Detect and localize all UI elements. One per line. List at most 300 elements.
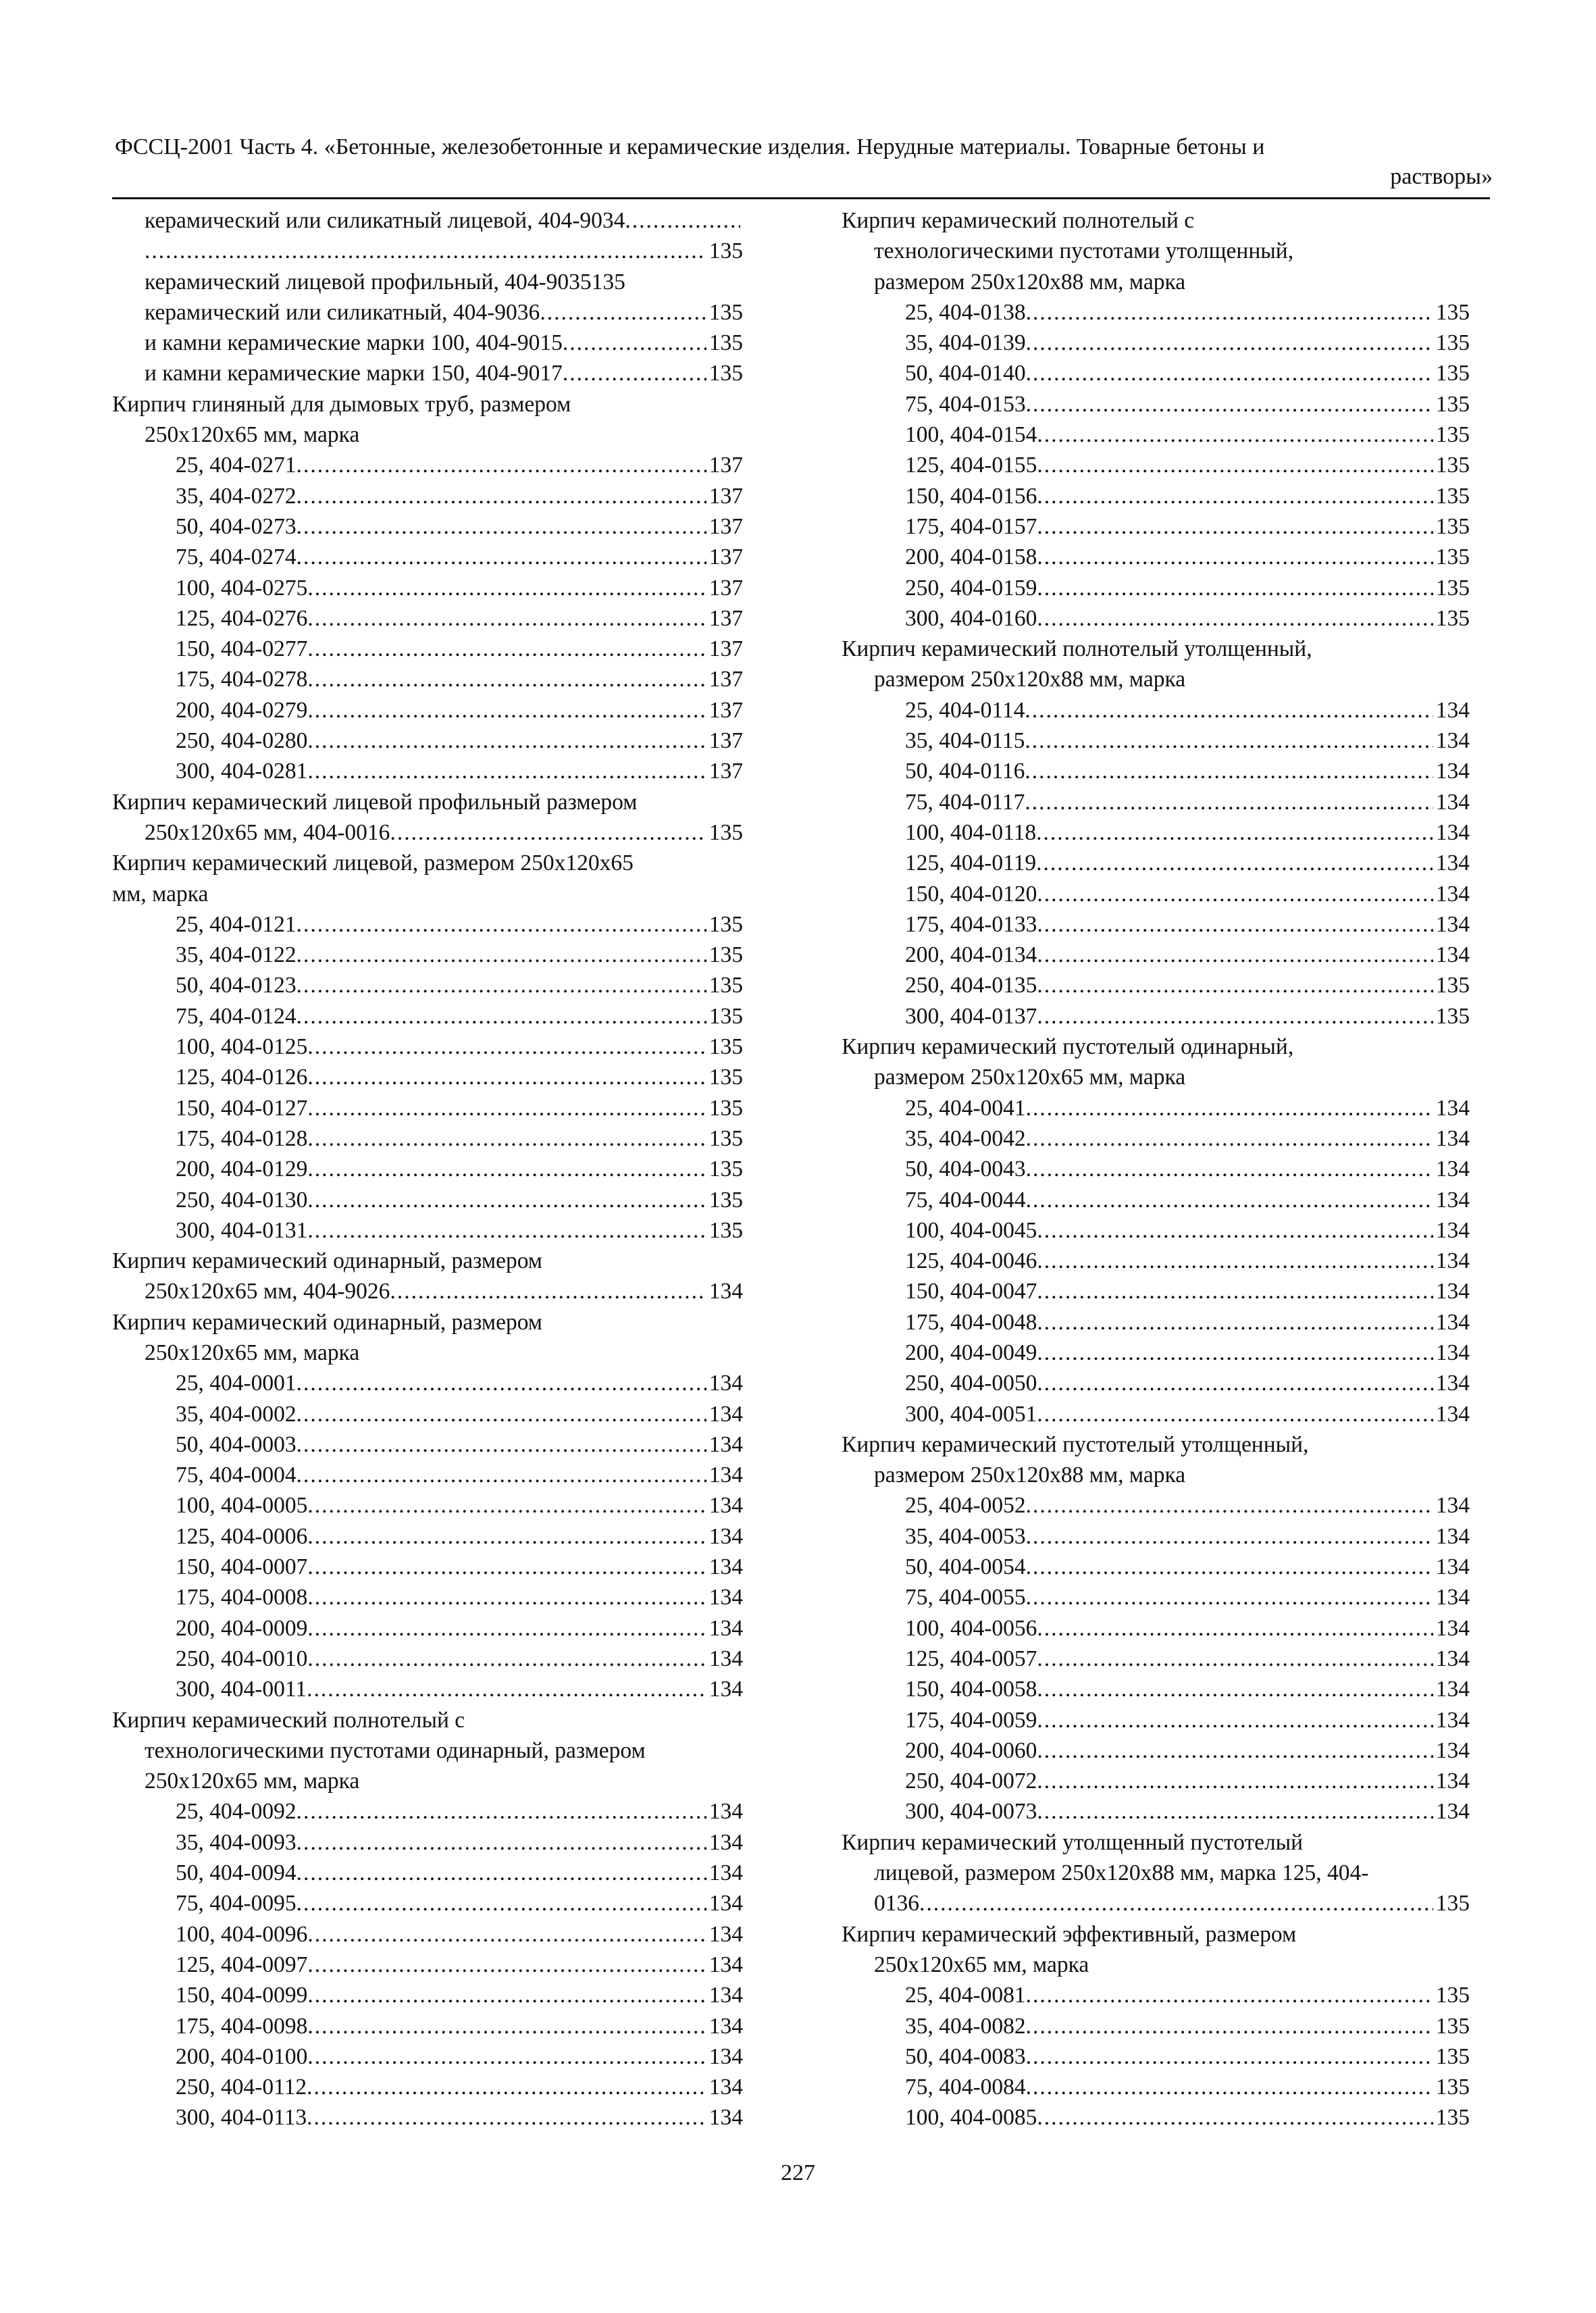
entry-page-ref: 134 xyxy=(1435,1493,1470,1519)
index-entry-heading xyxy=(842,1429,1470,1460)
index-entry-heading xyxy=(842,634,1470,664)
entry-page-ref: 137 xyxy=(709,728,743,754)
entry-page-ref: 134 xyxy=(1435,1554,1470,1580)
entry-label: 125, 404-0046 xyxy=(905,1248,1037,1274)
entry-page-ref: 134 xyxy=(1435,1217,1470,1243)
entry-heading-text: Кирпич керамический полнотелый утолщенный, xyxy=(842,636,1312,662)
index-entry-item xyxy=(842,1276,1470,1306)
header-line-1: ФССЦ-2001 Часть 4. «Бетонные, железобетонные и керамические изделия. Нерудные материалы. Товарные бетоны и xyxy=(115,134,1265,159)
index-entry-item xyxy=(112,756,743,786)
dot-leader xyxy=(297,1368,706,1398)
dot-leader xyxy=(307,1215,706,1246)
dot-leader xyxy=(307,1674,706,1704)
index-entry-item xyxy=(842,2102,1470,2133)
entry-page-ref: 137 xyxy=(709,667,743,692)
dot-leader xyxy=(307,756,706,786)
dot-leader xyxy=(1025,756,1433,786)
dot-leader xyxy=(297,1888,706,1918)
entry-page-ref: 135 xyxy=(1435,299,1470,325)
dot-leader xyxy=(1026,2041,1433,2072)
entry-label: 50, 404-0140 xyxy=(905,361,1026,386)
entry-label: 35, 404-0053 xyxy=(905,1523,1026,1549)
index-entry-heading xyxy=(112,1246,743,1276)
index-entry-continuation xyxy=(112,1766,743,1796)
dot-leader xyxy=(297,450,706,480)
entry-page-ref: 134 xyxy=(1435,1187,1470,1213)
entry-page-ref: 135 xyxy=(1435,391,1470,417)
index-entry-item xyxy=(112,1980,743,2010)
entry-page-ref: 134 xyxy=(709,2043,743,2069)
dot-leader xyxy=(297,511,706,542)
dot-leader xyxy=(1026,297,1433,328)
dot-leader xyxy=(1026,1123,1433,1154)
index-entry-continuation xyxy=(112,879,743,909)
entry-label: 75, 404-0274 xyxy=(176,544,297,570)
dot-leader xyxy=(297,1399,706,1429)
dot-leader xyxy=(307,1552,706,1582)
entry-page-ref: 134 xyxy=(709,1860,743,1886)
index-entry-item xyxy=(112,1001,743,1032)
index-entry-item xyxy=(842,726,1470,756)
entry-label: 75, 404-0084 xyxy=(905,2075,1026,2100)
entry-page-ref: 137 xyxy=(709,453,743,478)
index-entry-item xyxy=(842,1521,1470,1552)
dot-leader xyxy=(563,358,706,388)
entry-label: и камни керамические марки 150, 404-9017 xyxy=(145,361,563,386)
entry-heading-text: Кирпич керамический полнотелый с xyxy=(842,208,1195,233)
entry-page-ref: 134 xyxy=(1435,942,1470,968)
index-entry-item xyxy=(112,634,743,664)
dot-leader xyxy=(307,2102,706,2133)
index-entry-item xyxy=(112,1674,743,1704)
entry-label: 300, 404-0073 xyxy=(905,1799,1037,1825)
index-entry-item xyxy=(112,542,743,572)
dot-leader xyxy=(307,1919,706,1950)
dot-leader xyxy=(1037,420,1433,450)
entry-page-ref: 137 xyxy=(709,544,743,570)
index-entry-item xyxy=(842,1215,1470,1246)
entry-heading-text: Кирпич глиняный для дымовых труб, размером xyxy=(112,391,571,417)
entry-page-ref: 134 xyxy=(1435,1156,1470,1182)
entry-label: 300, 404-0051 xyxy=(905,1401,1037,1427)
index-entry-item xyxy=(842,481,1470,511)
entry-label: 175, 404-0133 xyxy=(905,911,1037,937)
index-entry-item xyxy=(112,1490,743,1521)
index-entry-item xyxy=(112,1032,743,1062)
entry-page-ref: 137 xyxy=(709,575,743,601)
entry-continuation-text: технологическими пустотами одинарный, размером xyxy=(145,1737,646,1763)
dot-leader xyxy=(297,481,706,511)
dot-leader xyxy=(1037,1796,1433,1827)
entry-page-ref: 134 xyxy=(709,1829,743,1855)
entry-label: 50, 404-0083 xyxy=(905,2043,1026,2069)
dot-leader xyxy=(1037,2102,1433,2133)
entry-label: 150, 404-0099 xyxy=(176,1983,308,2008)
index-entry-item xyxy=(112,1429,743,1460)
entry-page-ref: 134 xyxy=(1435,1309,1470,1335)
index-entry-item xyxy=(112,1827,743,1858)
index-entry-item xyxy=(842,1154,1470,1184)
dot-leader xyxy=(1037,1246,1433,1276)
index-entry-item xyxy=(842,1796,1470,1827)
entry-label: 175, 404-0059 xyxy=(905,1707,1037,1733)
entry-page-ref: 134 xyxy=(1435,1677,1470,1702)
dot-leader xyxy=(307,1521,706,1552)
entry-label: 50, 404-0003 xyxy=(176,1431,297,1457)
entry-label: 100, 404-0118 xyxy=(905,819,1037,845)
entry-label: 200, 404-0060 xyxy=(905,1737,1037,1763)
index-entry-heading xyxy=(842,1919,1470,1950)
dot-leader xyxy=(297,1827,706,1858)
entry-page-ref: 134 xyxy=(709,1523,743,1549)
index-entry-item xyxy=(112,2041,743,2072)
dot-leader xyxy=(390,1276,706,1306)
index-entry-item xyxy=(112,940,743,970)
entry-label: 250, 404-0280 xyxy=(176,728,308,754)
entry-continuation-text: размером 250x120x88 мм, марка xyxy=(874,667,1186,692)
entry-page-ref: 134 xyxy=(1435,789,1470,815)
index-entry-item xyxy=(842,2041,1470,2072)
entry-label: 100, 404-0045 xyxy=(905,1217,1037,1243)
entry-continuation-text: 250x120x65 мм, марка xyxy=(145,1340,360,1365)
dot-leader xyxy=(145,236,706,266)
index-entry-item xyxy=(842,1613,1470,1644)
entry-label: 0136 xyxy=(874,1891,919,1916)
entry-label: 25, 404-0271 xyxy=(176,453,297,478)
dot-leader xyxy=(297,1858,706,1888)
entry-label: 25, 404-0114 xyxy=(905,697,1025,723)
index-entry-heading xyxy=(112,787,743,817)
entry-continuation-text: размером 250x120x88 мм, марка xyxy=(874,269,1186,295)
entry-label: 35, 404-0093 xyxy=(176,1829,297,1855)
dot-leader xyxy=(1026,1582,1433,1612)
index-entry-item xyxy=(842,420,1470,450)
index-entry-item xyxy=(112,1368,743,1398)
entry-page-ref: 134 xyxy=(1435,1401,1470,1427)
index-entry-item xyxy=(112,1888,743,1918)
index-column-left xyxy=(112,205,743,2133)
entry-page-ref: 134 xyxy=(709,1463,743,1488)
entry-page-ref: 135 xyxy=(1435,1003,1470,1029)
dot-leader xyxy=(307,2072,706,2102)
entry-page-ref: 137 xyxy=(709,759,743,784)
index-entry-item xyxy=(112,1521,743,1552)
entry-label: 75, 404-0124 xyxy=(176,1003,297,1029)
index-entry-item xyxy=(842,389,1470,420)
index-entry-item xyxy=(112,1644,743,1674)
dot-leader xyxy=(1025,787,1433,817)
dot-leader xyxy=(1026,1552,1433,1582)
entry-page-ref: 135 xyxy=(709,1156,743,1182)
index-entry-item xyxy=(842,1735,1470,1766)
entry-continuation-text: 250x120x65 мм, марка xyxy=(145,422,360,448)
entry-page-ref: 135 xyxy=(709,1187,743,1213)
entry-label: керамический или силикатный, 404-9036 xyxy=(145,299,540,325)
dot-leader xyxy=(297,1001,706,1032)
dot-leader xyxy=(625,205,740,236)
entry-label: 50, 404-0043 xyxy=(905,1156,1026,1182)
entry-label: 175, 404-0128 xyxy=(176,1125,308,1151)
dot-leader xyxy=(1037,1001,1433,1032)
entry-page-ref: 135 xyxy=(1435,513,1470,539)
index-entry-item xyxy=(842,756,1470,786)
index-entry-item xyxy=(842,787,1470,817)
entry-page-ref: 135 xyxy=(709,361,743,386)
index-entry-item xyxy=(112,205,743,236)
entry-heading-text: Кирпич керамический одинарный, размером xyxy=(112,1248,543,1274)
entry-label: 300, 404-0113 xyxy=(176,2105,307,2131)
entry-label: 100, 404-0005 xyxy=(176,1493,308,1519)
entry-label: 150, 404-0277 xyxy=(176,636,308,662)
entry-page-ref: 135 xyxy=(709,238,743,264)
entry-label: 150, 404-0058 xyxy=(905,1677,1037,1702)
index-entry-continuation xyxy=(842,1062,1470,1092)
index-entry-item xyxy=(112,1552,743,1582)
index-entry-item xyxy=(112,573,743,603)
dot-leader xyxy=(1025,695,1433,726)
dot-leader xyxy=(307,1980,706,2010)
entry-page-ref: 135 xyxy=(709,911,743,937)
entry-heading-text: Кирпич керамический лицевой профильный размером xyxy=(112,789,638,815)
entry-continuation-text: лицевой, размером 250x120x88 мм, марка 125, 404- xyxy=(874,1860,1369,1886)
entry-label: 100, 404-0125 xyxy=(176,1034,308,1060)
entry-page-ref: 135 xyxy=(1435,2043,1470,2069)
entry-page-ref: 135 xyxy=(1435,605,1470,631)
entry-label: 75, 404-0055 xyxy=(905,1585,1026,1610)
dot-leader xyxy=(1026,358,1433,388)
index-entry-item xyxy=(112,970,743,1000)
index-entry-item xyxy=(112,1185,743,1215)
dot-leader xyxy=(1026,2072,1433,2102)
entry-page-ref: 135 xyxy=(709,973,743,998)
index-entry-item xyxy=(842,328,1470,358)
entry-label: 300, 404-0131 xyxy=(176,1217,308,1243)
entry-label: керамический или силикатный лицевой, 404-9034 xyxy=(145,208,625,233)
dot-leader xyxy=(307,2041,706,2072)
index-entry-item xyxy=(112,1399,743,1429)
index-entry-item xyxy=(112,1276,743,1306)
entry-page-ref: 137 xyxy=(709,483,743,509)
index-entry-heading xyxy=(112,1705,743,1735)
index-entry-item xyxy=(112,2072,743,2102)
dot-leader xyxy=(1037,940,1433,970)
entry-page-ref: 135 xyxy=(1435,575,1470,601)
entry-label: керамический лицевой профильный, 404-9035 xyxy=(145,269,592,295)
entry-page-ref: 134 xyxy=(709,1585,743,1610)
dot-leader xyxy=(1026,1521,1433,1552)
dot-leader xyxy=(1026,1093,1433,1123)
entry-page-ref: 135 xyxy=(1435,973,1470,998)
index-entry-item xyxy=(112,1154,743,1184)
entry-label: 250x120x65 мм, 404-0016 xyxy=(145,819,390,845)
dot-leader xyxy=(1037,909,1433,940)
index-entry-item xyxy=(842,970,1470,1000)
entry-label: 125, 404-0057 xyxy=(905,1646,1037,1671)
entry-label: 35, 404-0082 xyxy=(905,2013,1026,2039)
entry-label: 250, 404-0159 xyxy=(905,575,1037,601)
entry-page-ref: 134 xyxy=(709,1646,743,1671)
entry-label: 50, 404-0054 xyxy=(905,1554,1026,1580)
entry-label: 150, 404-0156 xyxy=(905,483,1037,509)
index-entry-heading xyxy=(112,848,743,878)
dot-leader xyxy=(1025,726,1433,756)
dot-leader xyxy=(307,1950,706,1980)
entry-page-ref: 134 xyxy=(709,1615,743,1641)
dot-leader xyxy=(297,1796,706,1827)
entry-label: 125, 404-0155 xyxy=(905,453,1037,478)
index-entry-item xyxy=(112,1613,743,1644)
index-entry-continuation xyxy=(112,1735,743,1766)
entry-label: 300, 404-0137 xyxy=(905,1003,1037,1029)
entry-page-ref: 134 xyxy=(709,1401,743,1427)
index-entry-item xyxy=(842,848,1470,878)
dot-leader xyxy=(297,940,706,970)
entry-page-ref: 135 xyxy=(1435,2105,1470,2131)
entry-heading-text: Кирпич керамический лицевой, размером 250x120x65 xyxy=(112,850,634,876)
index-entry-item xyxy=(842,1552,1470,1582)
index-entry-item xyxy=(112,267,743,297)
index-entry-item xyxy=(112,328,743,358)
dot-leader xyxy=(307,726,706,756)
dot-leader xyxy=(1026,1154,1433,1184)
index-entry-item xyxy=(112,726,743,756)
entry-label: 200, 404-0100 xyxy=(176,2043,308,2069)
index-entry-item xyxy=(842,1399,1470,1429)
entry-page-ref: 134 xyxy=(1435,1279,1470,1304)
index-entry-item xyxy=(112,664,743,694)
index-entry-item xyxy=(112,603,743,634)
entry-label: 200, 404-0129 xyxy=(176,1156,308,1182)
dot-leader xyxy=(1037,603,1433,634)
index-entry-item xyxy=(842,695,1470,726)
entry-label: 125, 404-0097 xyxy=(176,1952,308,1977)
index-entry-continuation xyxy=(842,267,1470,297)
entry-page-ref: 134 xyxy=(1435,1707,1470,1733)
entry-page-ref: 135 xyxy=(709,1125,743,1151)
entry-label: 250, 404-0010 xyxy=(176,1646,308,1671)
entry-label: 150, 404-0007 xyxy=(176,1554,308,1580)
entry-page-ref: 134 xyxy=(1435,759,1470,784)
entry-label: 200, 404-0279 xyxy=(176,697,308,723)
dot-leader xyxy=(297,970,706,1000)
index-entry-item xyxy=(112,817,743,848)
entry-page-ref: 134 xyxy=(1435,1646,1470,1671)
entry-page-ref: 134 xyxy=(709,1279,743,1304)
index-entry-heading xyxy=(842,205,1470,236)
entry-page-ref: 135 xyxy=(709,1065,743,1090)
dot-leader xyxy=(1036,817,1433,848)
index-entry-item xyxy=(112,2102,743,2133)
dot-leader xyxy=(307,1123,706,1154)
entry-label: 50, 404-0123 xyxy=(176,973,297,998)
entry-label: 25, 404-0138 xyxy=(905,299,1026,325)
entry-page-ref: 134 xyxy=(1435,819,1470,845)
entry-page-ref: 135 xyxy=(709,1217,743,1243)
entry-page-ref: 134 xyxy=(1435,1095,1470,1121)
dot-leader xyxy=(307,1185,706,1215)
index-entry-continuation xyxy=(842,664,1470,694)
index-entry-continuation xyxy=(842,1460,1470,1490)
index-entry-item xyxy=(842,1368,1470,1398)
entry-label: 100, 404-0096 xyxy=(176,1921,308,1947)
entry-page-ref: 134 xyxy=(1435,1248,1470,1274)
dot-leader xyxy=(540,297,706,328)
entry-page-ref: 134 xyxy=(709,2013,743,2039)
index-entry-item xyxy=(842,1980,1470,2010)
index-entry-item xyxy=(112,297,743,328)
entry-label: 175, 404-0157 xyxy=(905,513,1037,539)
entry-label: 250, 404-0072 xyxy=(905,1769,1037,1794)
entry-page-ref: 135 xyxy=(591,269,625,295)
index-entry-item xyxy=(112,511,743,542)
index-entry-item xyxy=(842,817,1470,848)
index-entry-item xyxy=(842,1766,1470,1796)
entry-page-ref: 134 xyxy=(1435,850,1470,876)
index-entry-item xyxy=(842,1674,1470,1704)
entry-page-ref: 134 xyxy=(1435,1371,1470,1396)
dot-leader xyxy=(1026,1490,1433,1521)
entry-label: 250, 404-0112 xyxy=(176,2075,307,2100)
index-entry-heading xyxy=(842,1032,1470,1062)
index-entry-item xyxy=(842,879,1470,909)
running-header xyxy=(115,132,1493,192)
index-entry-item xyxy=(112,481,743,511)
index-entry-heading xyxy=(842,1827,1470,1858)
entry-label: 300, 404-0160 xyxy=(905,605,1037,631)
index-entry-item xyxy=(842,573,1470,603)
index-entry-continuation xyxy=(842,1858,1470,1888)
index-entry-item xyxy=(842,511,1470,542)
index-entry-item xyxy=(842,450,1470,480)
index-entry-item xyxy=(842,1185,1470,1215)
entry-page-ref: 135 xyxy=(709,299,743,325)
entry-page-ref: 137 xyxy=(709,605,743,631)
entry-label: 200, 404-0134 xyxy=(905,942,1037,968)
dot-leader xyxy=(307,1032,706,1062)
dot-leader xyxy=(307,573,706,603)
dot-leader xyxy=(1037,1276,1433,1306)
dot-leader xyxy=(307,1582,706,1612)
entry-page-ref: 135 xyxy=(1435,1983,1470,2008)
entry-label: 35, 404-0115 xyxy=(905,728,1025,754)
entry-page-ref: 134 xyxy=(1435,1523,1470,1549)
header-rule xyxy=(112,197,1490,199)
entry-label: 100, 404-0085 xyxy=(905,2105,1037,2131)
entry-label: 75, 404-0153 xyxy=(905,391,1026,417)
dot-leader xyxy=(297,909,706,940)
entry-label: 75, 404-0044 xyxy=(905,1187,1026,1213)
dot-leader xyxy=(1026,389,1433,420)
dot-leader xyxy=(1037,1674,1433,1704)
index-entry-continuation xyxy=(842,236,1470,266)
dot-leader xyxy=(307,1093,706,1123)
index-entry-item xyxy=(842,1123,1470,1154)
index-entry-item xyxy=(112,695,743,726)
dot-leader xyxy=(297,1460,706,1490)
index-entry-item xyxy=(112,2011,743,2041)
entry-page-ref: 135 xyxy=(709,330,743,356)
entry-continuation-text: технологическими пустотами утолщенный, xyxy=(874,238,1294,264)
entry-page-ref: 134 xyxy=(1435,728,1470,754)
dot-leader xyxy=(1037,1735,1433,1766)
index-entry-item xyxy=(112,236,743,266)
entry-label: 75, 404-0117 xyxy=(905,789,1025,815)
entry-label: 175, 404-0098 xyxy=(176,2013,308,2039)
dot-leader xyxy=(1037,1399,1433,1429)
index-entry-item xyxy=(842,542,1470,572)
index-entry-continuation xyxy=(112,1338,743,1368)
dot-leader xyxy=(297,1429,706,1460)
